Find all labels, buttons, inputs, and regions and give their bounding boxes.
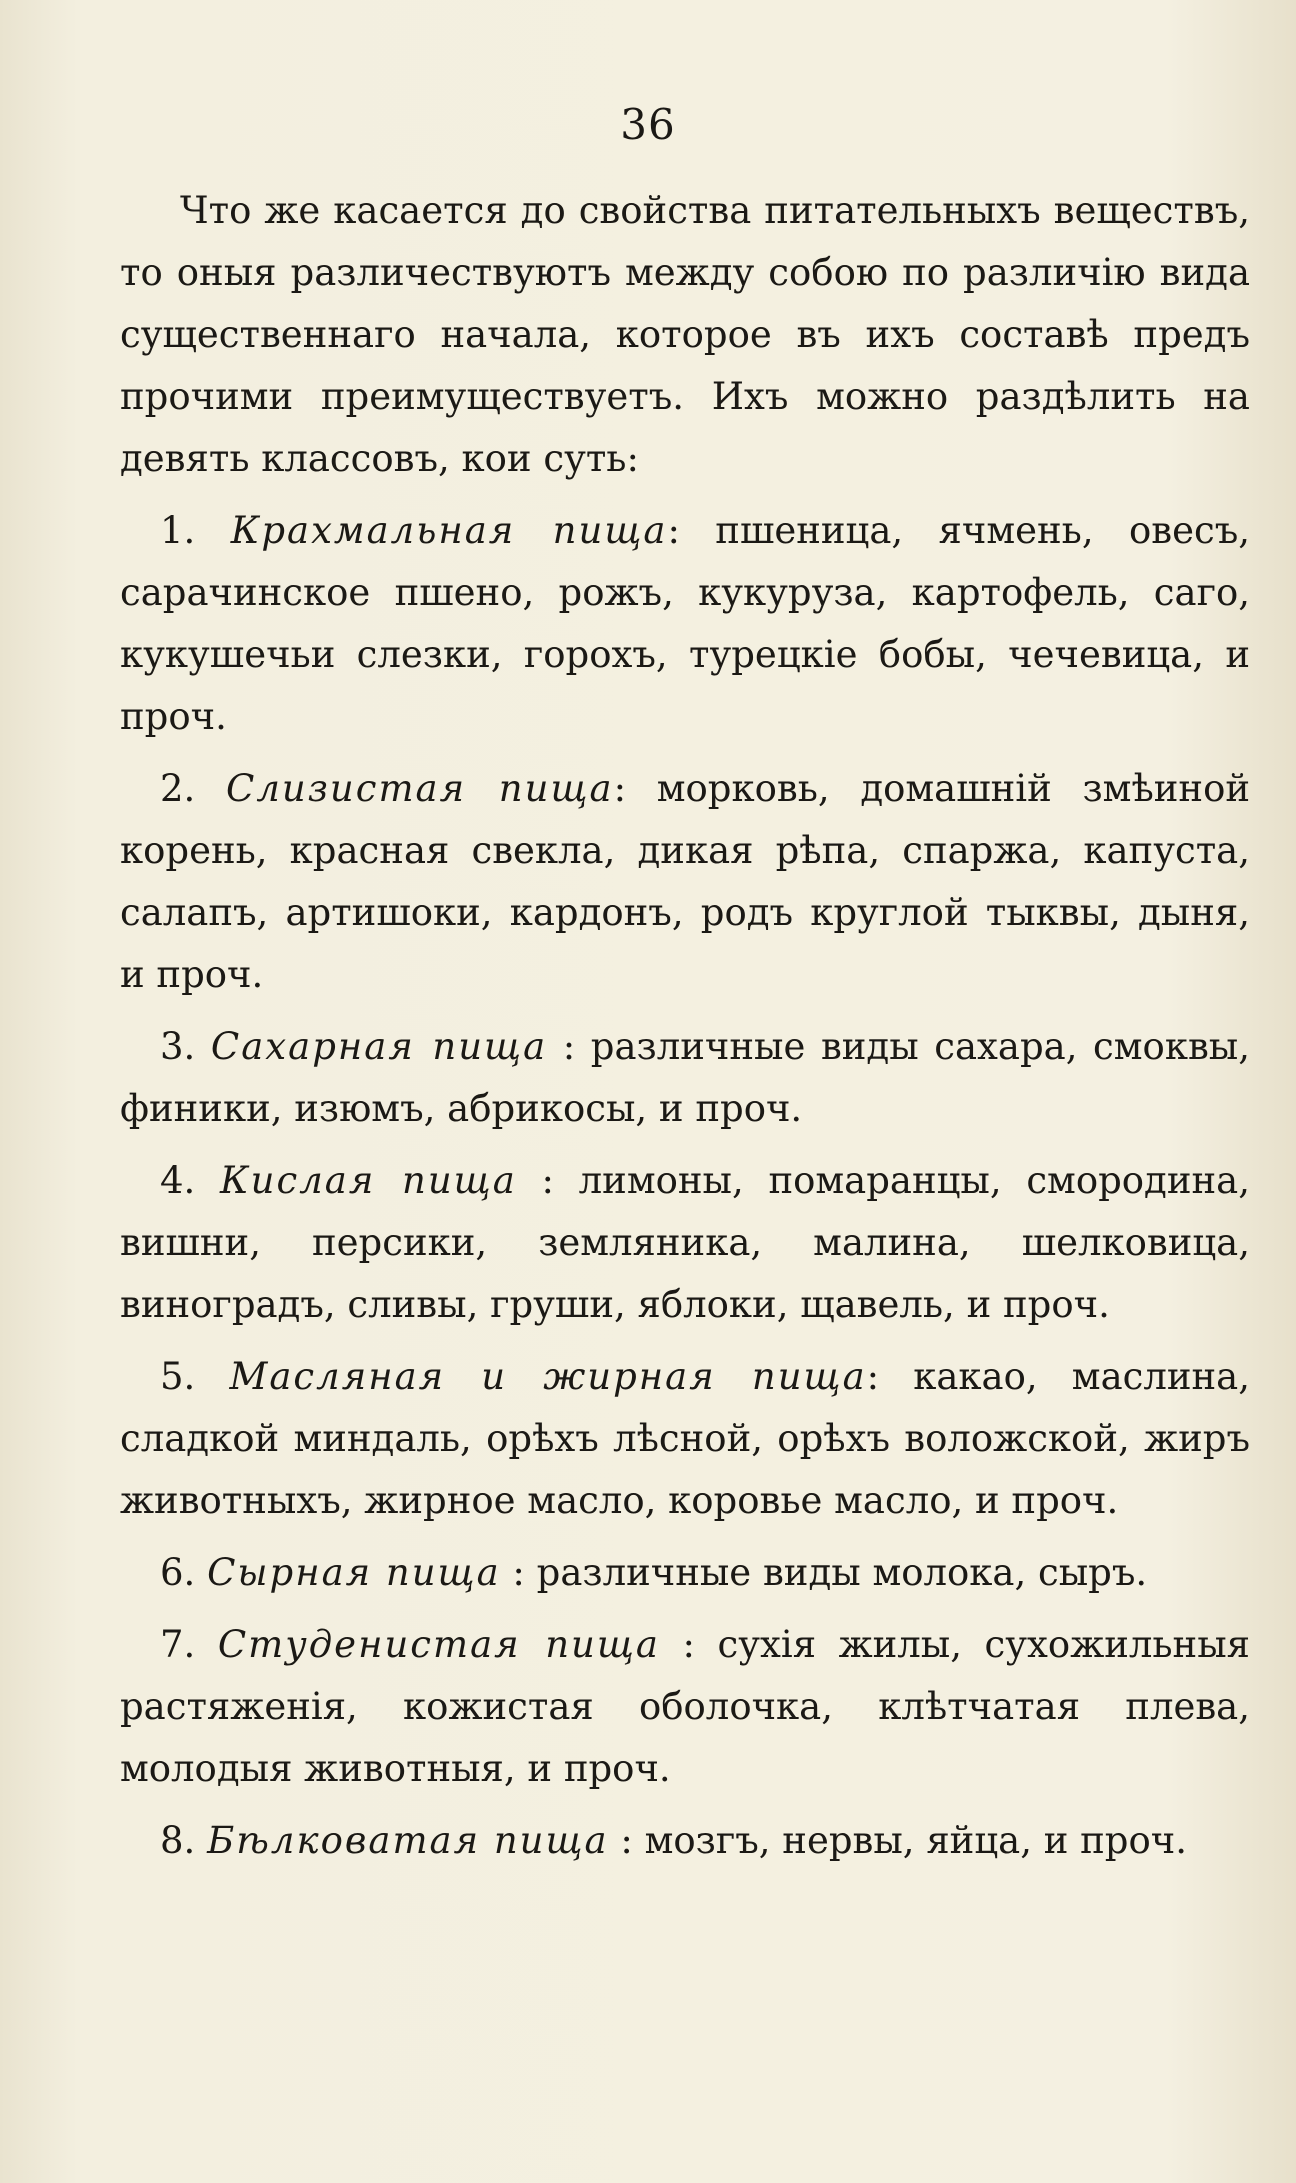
class-name: Бѣлковатая пища [207,1819,609,1862]
class-name: Студенистая пища [217,1623,660,1666]
item-separator: : [613,767,627,810]
class-name: Сырная пища [207,1551,501,1594]
item-number: 3. [160,1025,196,1068]
item-number: 1. [160,509,196,552]
item-number: 7. [160,1623,196,1666]
item-number: 5. [160,1355,196,1398]
item-number: 2. [160,767,196,810]
intro-paragraph: Что же касается до свойства питательныхъ веществъ, то оныя различествуютъ между собою по различію вида существеннаго начала, которое въ ихъ составѣ предъ прочими преимуществуетъ. Ихъ можно раздѣлить на девять классовъ, кои суть: [120,189,1250,480]
item-number: 6. [160,1551,196,1594]
class-name: Крахмальная пища [230,509,668,552]
item-separator: : [547,1025,576,1068]
item-separator: : [608,1819,633,1862]
class-name: Сахарная пища [210,1025,548,1068]
list-item [120,500,1250,748]
item-text: различные виды сахара, смоквы, финики, изюмъ, абрикосы, и проч. [120,1025,1250,1130]
item-separator: : [866,1355,880,1398]
list-item [120,1016,1250,1140]
item-number: 8. [160,1819,196,1862]
item-text: различные виды молока, сыръ. [524,1551,1148,1594]
item-separator: : [659,1623,695,1666]
item-text: лимоны, помаранцы, смородина, вишни, персики, земляника, малина, шелковица, виноградъ, сливы, груши, яблоки, щавель, и проч. [120,1159,1250,1326]
item-text: пшеница, ячмень, овесъ, сарачинское пшено, рожъ, кукуруза, картофель, саго, кукушечьи слезки, горохъ, турецкіе бобы, чечевица, и проч. [120,509,1250,738]
body-text [120,180,1250,1872]
list-item [120,1346,1250,1532]
class-name: Слизистая пища [226,767,614,810]
list-item [120,1810,1250,1872]
item-text: сухія жилы, сухожильныя растяженія, кожистая оболочка, клѣтчатая плева, молодыя животныя, и проч. [120,1623,1250,1790]
item-text: какао, маслина, сладкой миндаль, орѣхъ лѣсной, орѣхъ воложской, жиръ животныхъ, жирное масло, коровье масло, и проч. [120,1355,1251,1522]
item-separator: : [500,1551,525,1594]
list-item [120,1614,1250,1800]
item-separator: : [516,1159,554,1202]
class-name: Кислая пища [220,1159,517,1202]
item-number: 4. [160,1159,196,1202]
page-number: 36 [620,100,676,149]
class-name: Масляная и жирная пища [229,1355,867,1398]
list-item [120,1150,1250,1336]
list-item [120,758,1250,1006]
item-text: морковь, домашній змѣиной корень, красная свекла, дикая рѣпа, спаржа, капуста, салапъ, артишоки, кардонъ, родъ круглой тыквы, дыня, и проч. [120,767,1251,996]
item-text: мозгъ, нервы, яйца, и проч. [632,1819,1187,1862]
item-separator: : [667,509,680,552]
list-item [120,1542,1250,1604]
